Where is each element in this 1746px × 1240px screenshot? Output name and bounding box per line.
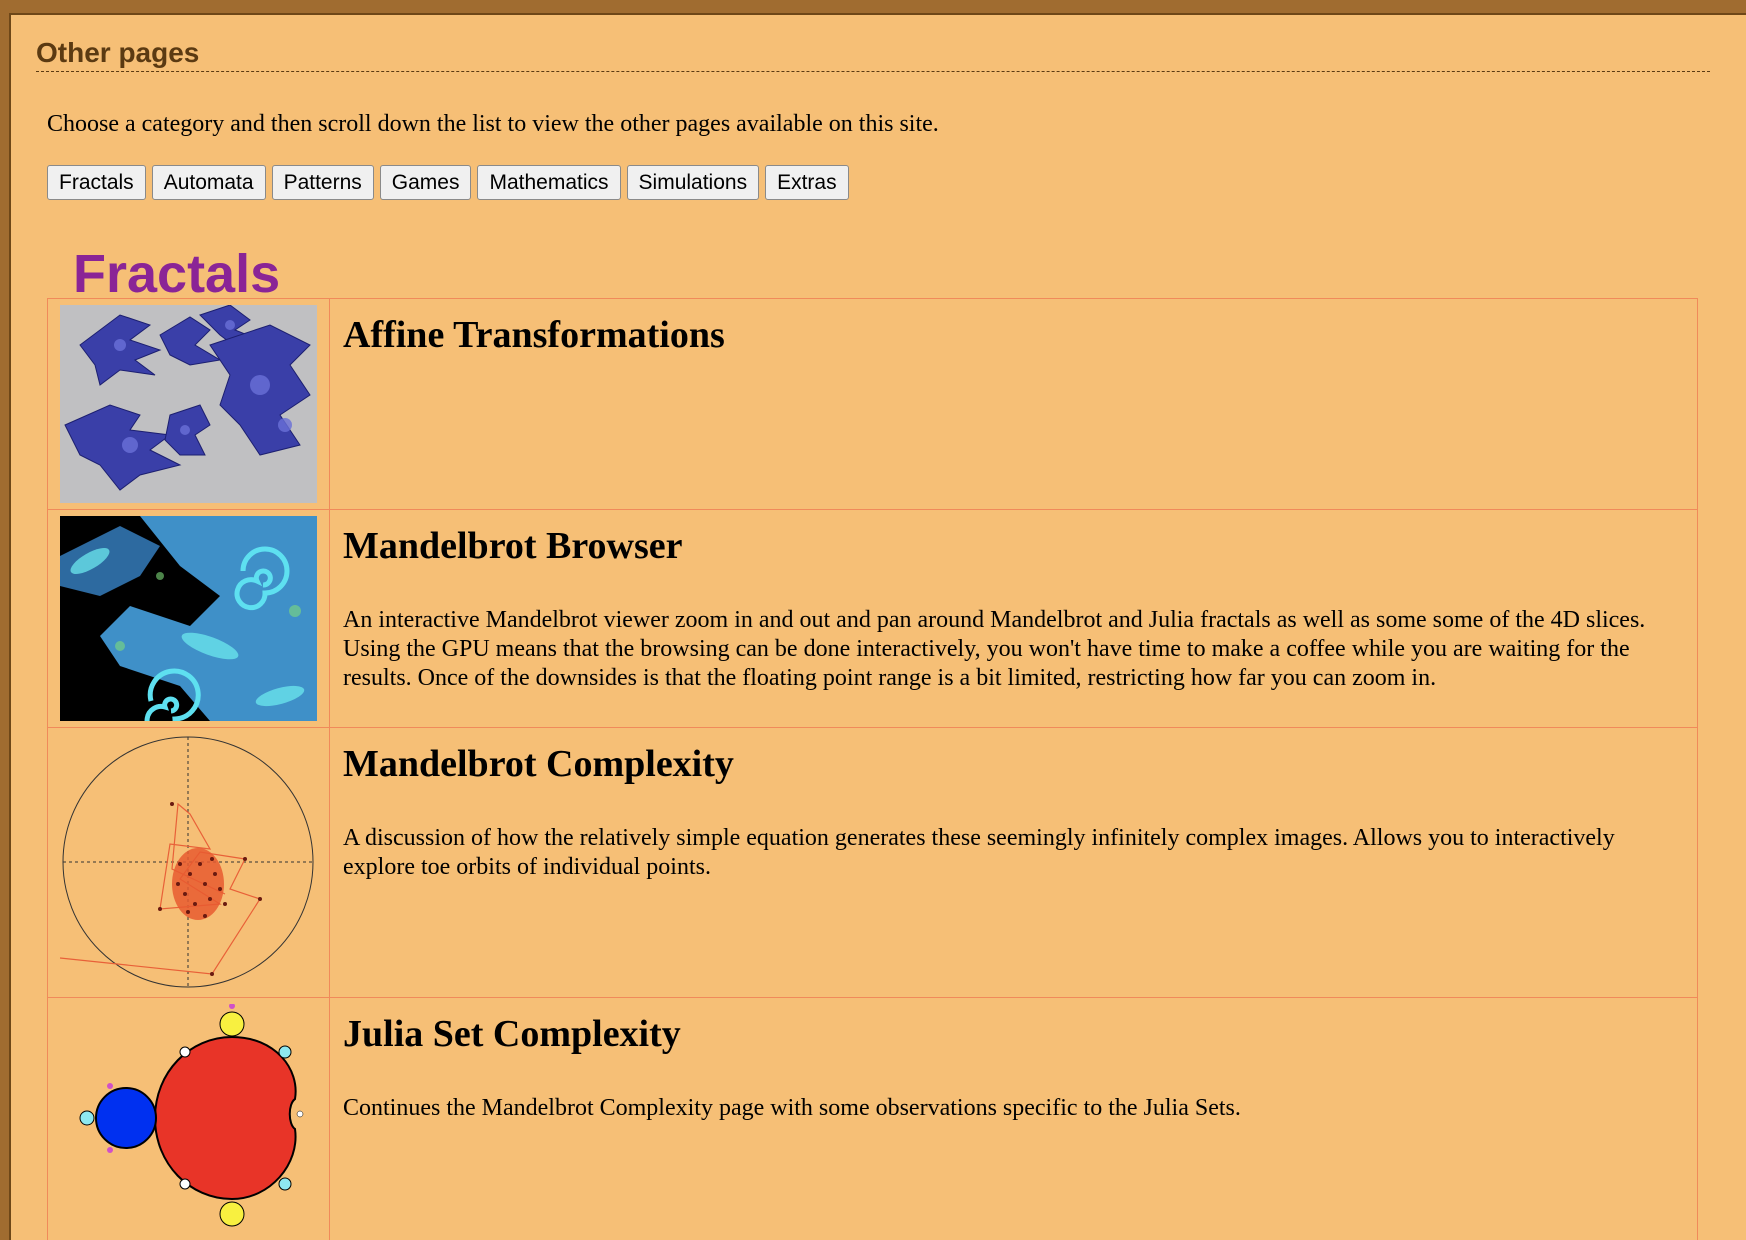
- category-button-automata[interactable]: Automata: [152, 165, 266, 200]
- content-panel: [9, 13, 1746, 1240]
- thumbnail-cell: [48, 728, 330, 998]
- julia-set-thumbnail[interactable]: [60, 1004, 317, 1240]
- category-button-patterns[interactable]: Patterns: [272, 165, 374, 200]
- page-row-mandelbrot-browser: [48, 510, 1698, 728]
- category-bar: [47, 165, 849, 200]
- category-button-mathematics[interactable]: Mathematics: [477, 165, 620, 200]
- category-button-games[interactable]: Games: [380, 165, 472, 200]
- page-row-mandelbrot-complexity: [48, 728, 1698, 998]
- page-title[interactable]: Mandelbrot Complexity: [343, 743, 734, 785]
- page-description: An interactive Mandelbrot viewer zoom in and out and pan around Mandelbrot and Julia fractals as well as some some of the 4D slices. Using the GPU means that the browsing can be done interactively, you won't have time to make a coffee while you are waiting for the results. Once of the downsides is that the floating point range is a bit limited, restricting how far you can zoom in.: [343, 607, 1646, 691]
- mandelbrot-browser-thumbnail[interactable]: [60, 516, 317, 721]
- page-info-cell: [330, 728, 1698, 998]
- page-title[interactable]: Julia Set Complexity: [343, 1013, 681, 1055]
- page-title[interactable]: Mandelbrot Browser: [343, 525, 683, 567]
- thumbnail-cell: [48, 998, 330, 1240]
- page-title[interactable]: Affine Transformations: [343, 314, 725, 356]
- section-title: Other pages: [36, 37, 1710, 72]
- thumbnail-cell: [48, 299, 330, 510]
- intro-text: Choose a category and then scroll down the list to view the other pages available on this site.: [47, 111, 939, 137]
- category-button-extras[interactable]: Extras: [765, 165, 849, 200]
- category-button-fractals[interactable]: Fractals: [47, 165, 146, 200]
- category-button-simulations[interactable]: Simulations: [627, 165, 760, 200]
- category-heading: Fractals: [73, 244, 281, 304]
- page-description: A discussion of how the relatively simple equation generates these seemingly infinitely complex images. Allows you to interactively explore toe orbits of individual points.: [343, 825, 1615, 880]
- page-description: Continues the Mandelbrot Complexity page with some observations specific to the Julia Sets.: [343, 1095, 1241, 1121]
- orbit-diagram-thumbnail[interactable]: [60, 734, 317, 990]
- page-info-cell: [330, 510, 1698, 728]
- page-row-julia-complexity: [48, 998, 1698, 1240]
- affine-fern-thumbnail[interactable]: [60, 305, 317, 503]
- thumbnail-cell: [48, 510, 330, 728]
- page-list: [47, 298, 1698, 1240]
- page-row-affine: [48, 299, 1698, 510]
- page-info-cell: [330, 299, 1698, 510]
- page-info-cell: [330, 998, 1698, 1240]
